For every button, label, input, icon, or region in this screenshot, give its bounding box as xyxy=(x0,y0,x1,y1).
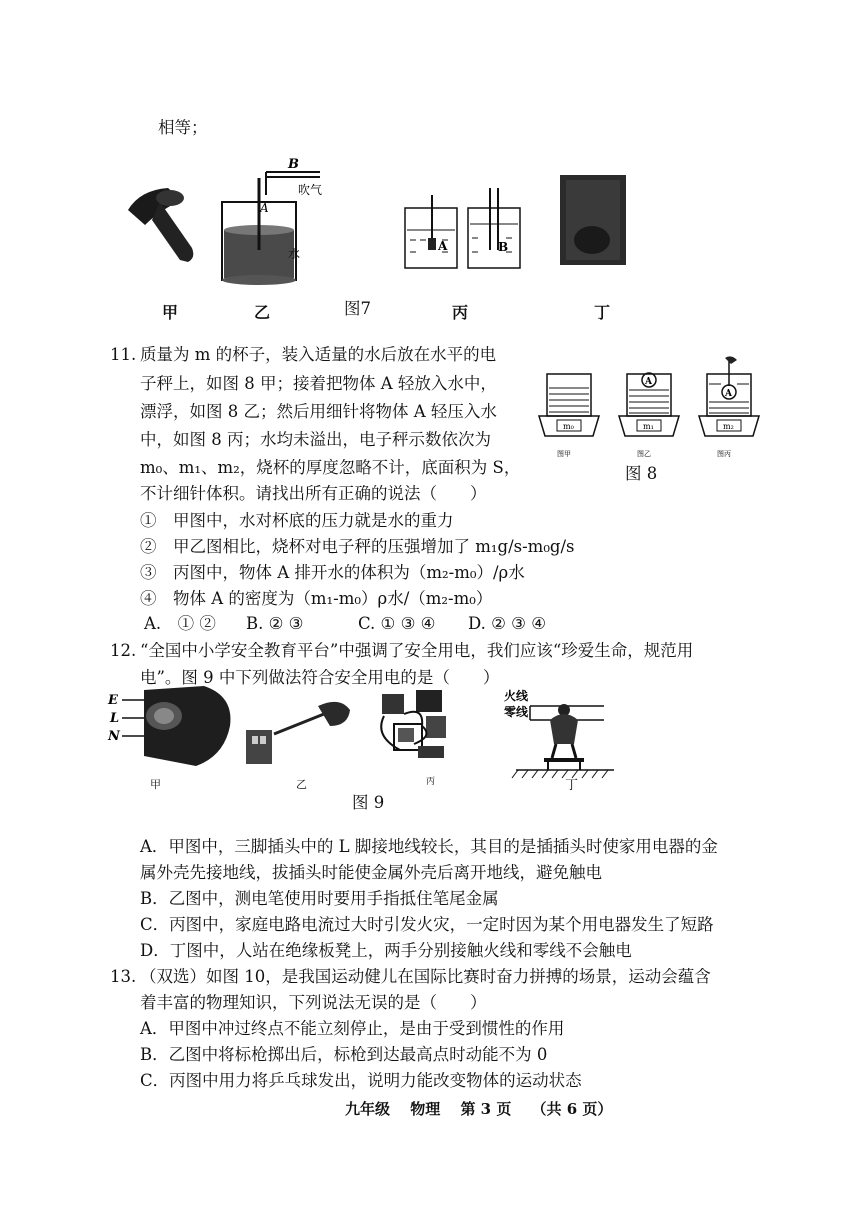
q12-option-d: D．丁图中，人站在绝缘板凳上，两手分别接触火线和零线不会触电 xyxy=(140,941,632,960)
q11-statement-4: ④ 物体 A 的密度为（m₁-m₀）ρ水/（m₂-m₀） xyxy=(140,589,493,608)
q13-number: 13. xyxy=(110,967,137,986)
fig7-label-jia: 甲 xyxy=(162,303,179,322)
header-text: 相等； xyxy=(158,118,208,137)
fig8-scale-jia xyxy=(539,374,599,458)
q11-option-c: C. ① ③ ④ xyxy=(358,614,436,633)
fig8-object-bing: A xyxy=(725,389,732,399)
q11-line-3: 漂浮，如图 8 乙；然后用细针将物体 A 轻压入水 xyxy=(140,402,497,421)
q13-option-b: B．乙图中将标枪掷出后，标枪到达最高点时动能不为 0 xyxy=(140,1045,548,1064)
q11-statement-3: ③ 丙图中，物体 A 排开水的体积为（m₂-m₀）/ρ水 xyxy=(140,563,525,582)
fig9-jia-plug xyxy=(107,686,230,766)
q11-line-2: 子秤上，如图 8 甲；接着把物体 A 轻放入水中， xyxy=(140,374,497,393)
q13-option-c: C．丙图中用力将乒乓球发出，说明力能改变物体的运动状态 xyxy=(140,1071,582,1090)
fig9-yi-test-pen xyxy=(246,702,350,764)
figure-9 xyxy=(104,686,634,786)
fig9-label-bing: 丙 xyxy=(426,777,436,787)
q11-option-b: B. ② ③ xyxy=(246,614,304,633)
q11-line-6: 不计细针体积。请找出所有正确的说法（ ） xyxy=(140,484,487,503)
fig7-label-B: B xyxy=(288,157,299,172)
q11-option-a: A. ① ② xyxy=(144,614,216,633)
q12-option-a-line-2: 属外壳先接地线，拔插头时能使金属外壳后离开地线，避免触电 xyxy=(140,863,602,882)
q12-number: 12. xyxy=(110,641,137,660)
q12-line-2: 电”。图 9 中下列做法符合安全用电的是（ ） xyxy=(140,668,500,687)
q12-option-b: B．乙图中，测电笔使用时要用手指抵住笔尾金属 xyxy=(140,889,499,908)
fig7-caption: 图7 xyxy=(344,299,371,318)
figure-8 xyxy=(535,356,780,466)
q12-option-a-line-1: A．甲图中，三脚插头中的 L 脚接地线较长，其目的是插插头时使家用电器的金 xyxy=(140,837,718,856)
fig7-yi-beaker xyxy=(222,157,322,285)
q11-number: 11. xyxy=(110,345,137,364)
fig9-label-yi: 乙 xyxy=(296,778,307,791)
fig7-label-A: A xyxy=(260,201,269,215)
page-footer: 九年级 物理 第 3 页 （共 6 页） xyxy=(345,1100,613,1118)
fig8-scale-label-0: m₀ xyxy=(563,422,574,431)
fig8-sub-label-1: 图乙 xyxy=(637,450,651,458)
fig8-object-yi: A xyxy=(645,377,652,387)
q11-line-5: m₀、m₁、m₂，烧杯的厚度忽略不计，底面积为 S， xyxy=(140,458,521,477)
fig9-neutral-wire-label: 零线 xyxy=(504,705,529,719)
fig7-jia-suction-cup xyxy=(128,188,193,262)
fig8-scale-yi xyxy=(619,373,679,458)
q12-option-c: C．丙图中，家庭电路电流过大时引发火灾，一定时因为某个用电器发生了短路 xyxy=(140,915,714,934)
fig9-label-ding: 丁 xyxy=(565,778,579,793)
fig7-label-bing: 丙 xyxy=(452,303,469,322)
fig7-ding-photo xyxy=(560,175,626,265)
fig9-bing-appliances xyxy=(381,690,446,758)
fig8-scale-label-1: m₁ xyxy=(643,422,654,431)
fig8-scale-bing xyxy=(699,356,759,458)
fig9-live-wire-label: 火线 xyxy=(504,689,529,703)
fig9-label-L: L xyxy=(110,711,120,726)
fig7-bing-beakers xyxy=(405,188,520,268)
fig7-label-beaker-B: B xyxy=(498,240,509,254)
fig8-caption: 图 8 xyxy=(625,464,658,483)
q11-line-4: 中，如图 8 丙；水均未溢出，电子秤示数依次为 xyxy=(140,430,491,449)
fig7-label-blow: 吹气 xyxy=(298,183,323,197)
fig8-scale-label-2: m₂ xyxy=(723,422,734,431)
fig9-ding-person xyxy=(504,688,614,778)
fig7-label-ding: 丁 xyxy=(594,303,611,322)
fig7-label-water: 水 xyxy=(288,247,301,261)
fig9-label-E: E xyxy=(108,693,118,708)
fig8-sub-label-2: 图丙 xyxy=(717,450,731,458)
q11-option-d: D. ② ③ ④ xyxy=(468,614,546,633)
figure-7 xyxy=(120,150,660,285)
q11-statement-1: ① 甲图中，水对杯底的压力就是水的重力 xyxy=(140,511,454,530)
fig9-label-N: N xyxy=(108,729,120,744)
fig9-caption: 图 9 xyxy=(352,793,385,812)
q11-line-1: 质量为 m 的杯子，装入适量的水后放在水平的电 xyxy=(140,345,497,364)
fig7-label-yi: 乙 xyxy=(254,303,271,322)
q13-option-a: A．甲图中冲过终点不能立刻停止，是由于受到惯性的作用 xyxy=(140,1019,565,1038)
q13-line-2: 着丰富的物理知识，下列说法无误的是（ ） xyxy=(140,993,487,1012)
fig9-label-jia: 甲 xyxy=(150,778,161,791)
q13-line-1: （双选）如图 10，是我国运动健儿在国际比赛时奋力拼搏的场景，运动会蕴含 xyxy=(140,967,711,986)
q12-line-1: “全国中小学安全教育平台”中强调了安全用电，我们应该“珍爱生命，规范用 xyxy=(140,641,694,660)
fig7-label-beaker-A: A xyxy=(438,239,448,253)
fig8-sub-label-0: 图甲 xyxy=(557,450,571,458)
q11-statement-2: ② 甲乙图相比，烧杯对电子秤的压强增加了 m₁g/s-m₀g/s xyxy=(140,537,575,556)
